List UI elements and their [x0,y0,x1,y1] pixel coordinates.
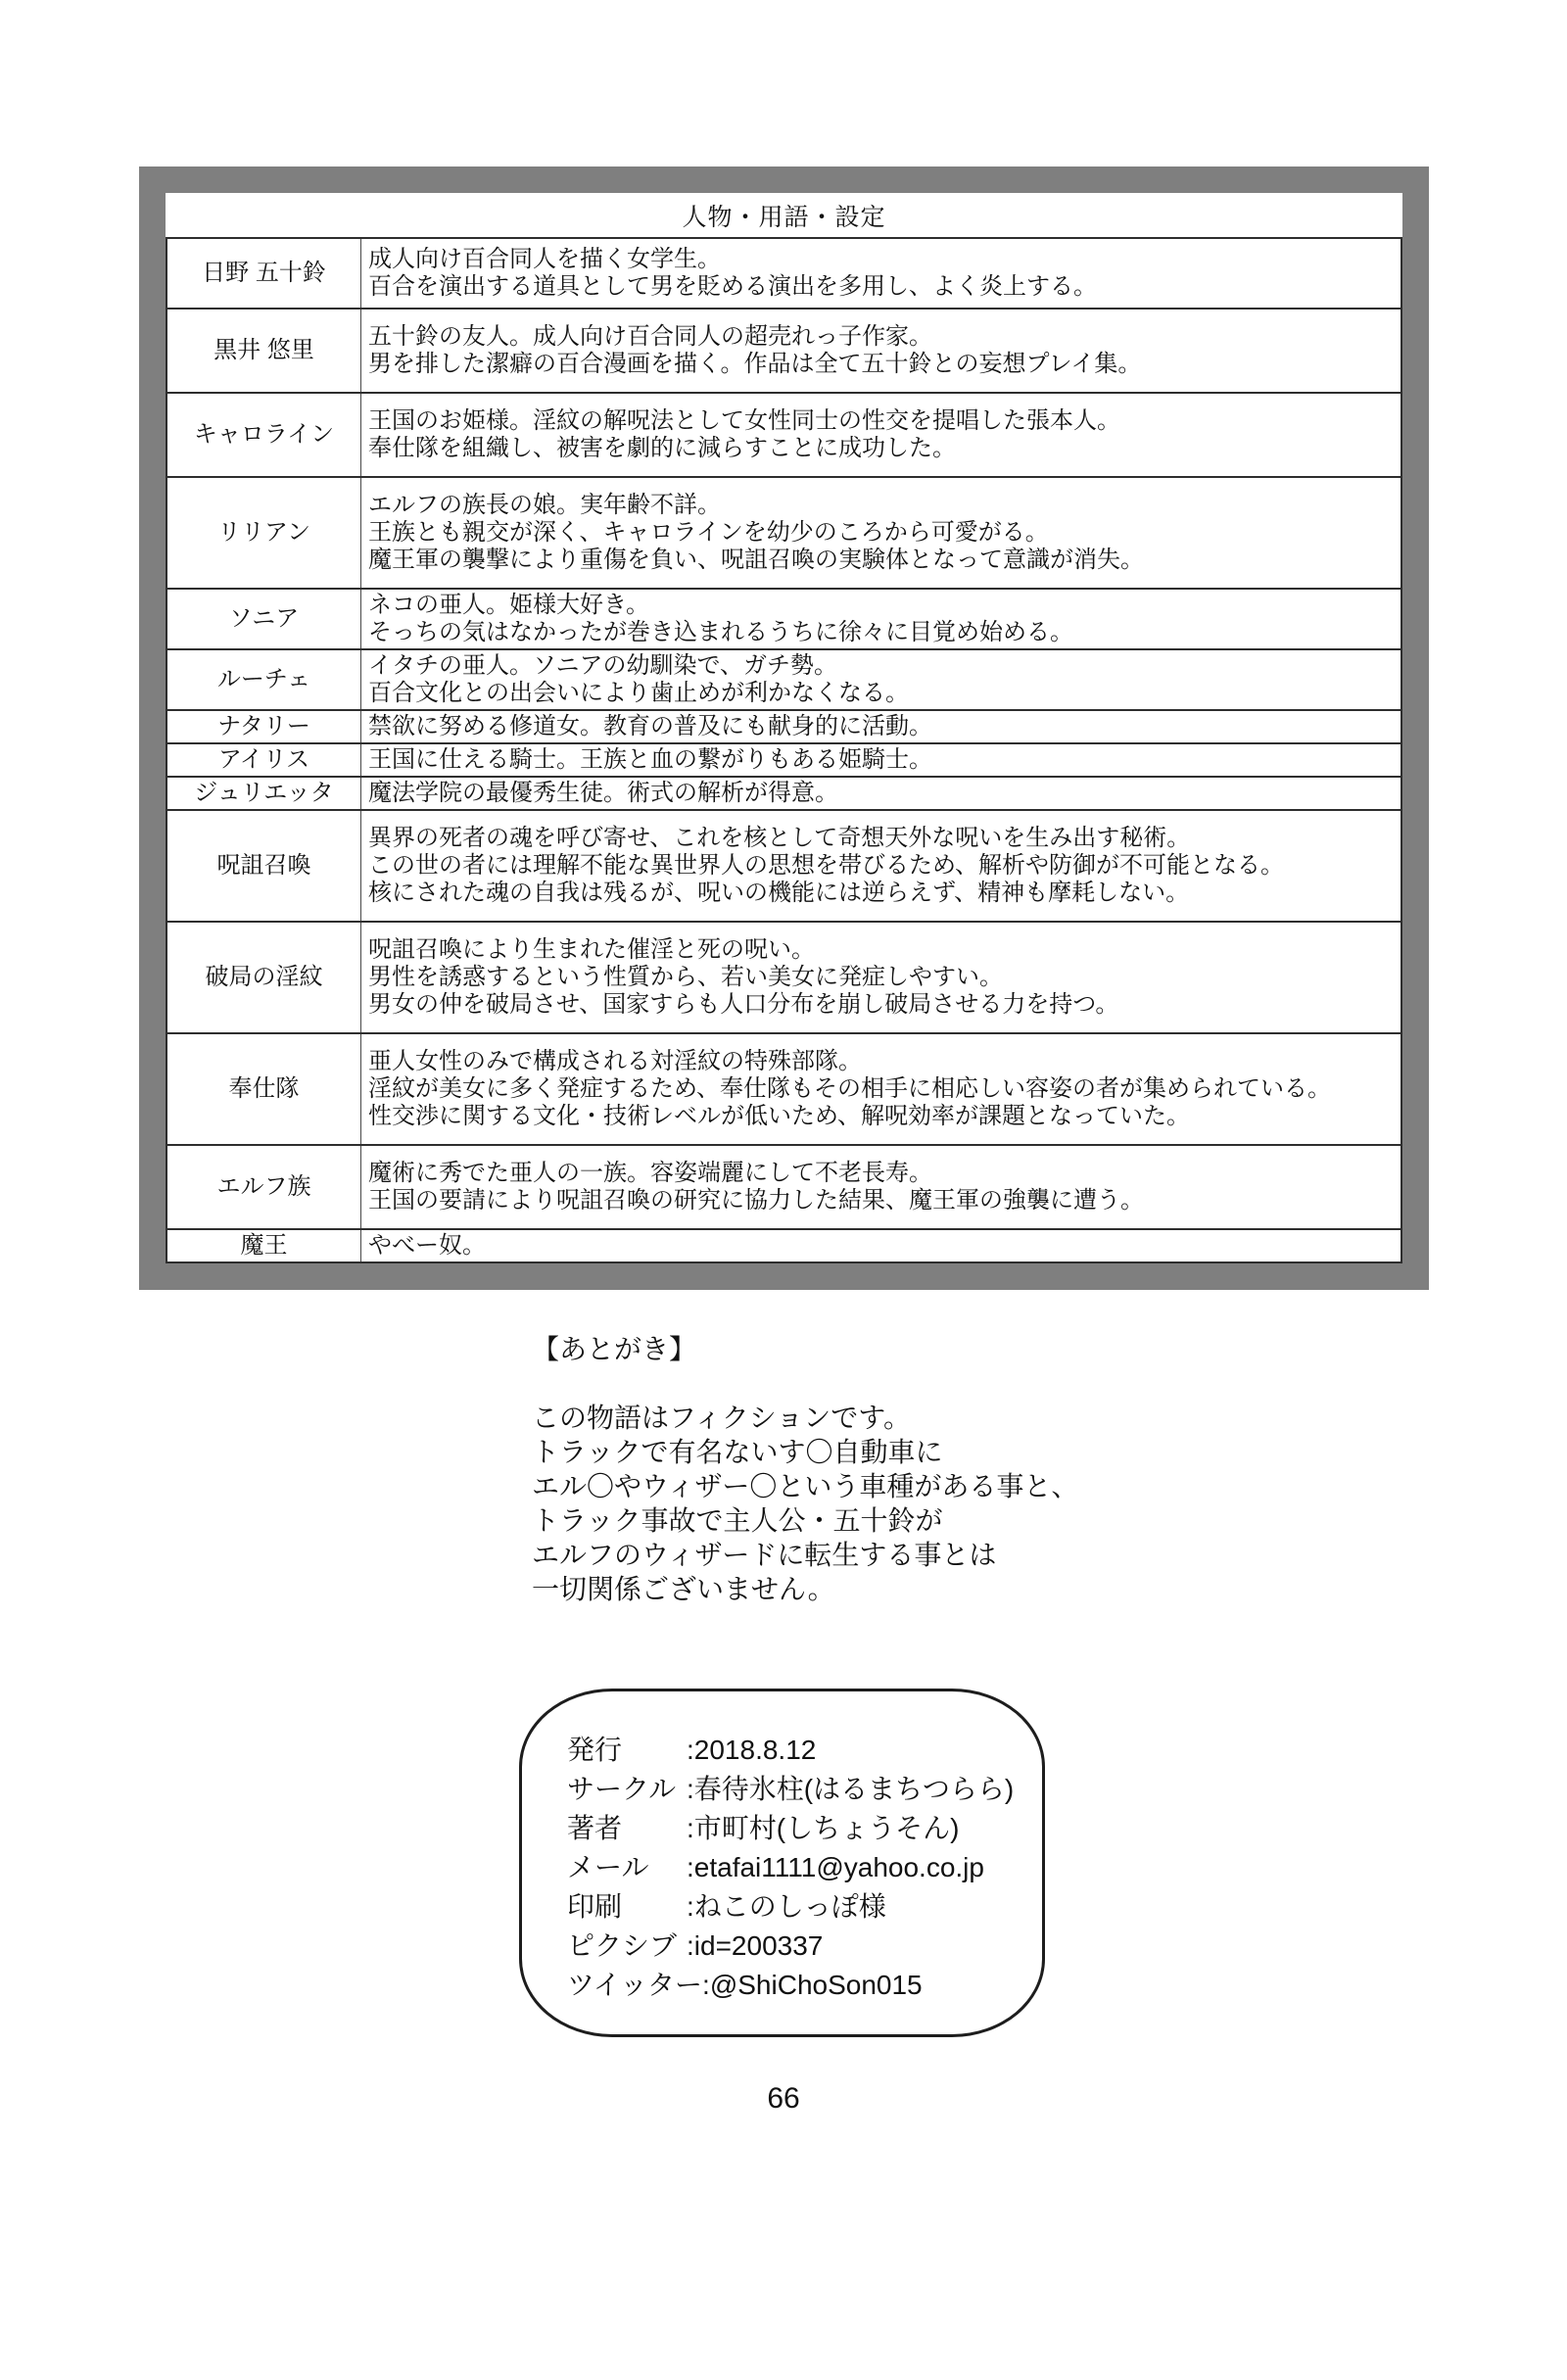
colophon-row [567,1887,1024,1927]
colophon-value: :id=200337 [687,1930,824,1961]
term-cell: 日野 五十鈴 [167,239,361,308]
afterword-line: トラック事故で主人公・五十鈴が [532,1505,943,1536]
term-cell: ソニア [167,590,361,648]
table-row [167,648,1401,709]
colophon-label: メール [567,1852,649,1882]
colophon-row [567,1731,1024,1770]
description-cell [361,811,1401,921]
description-line: 奉仕隊を組織し、被害を劇的に減らすことに成功した。 [368,435,956,461]
term-cell: ナタリー [167,711,361,742]
term-cell: キャロライン [167,394,361,476]
document-page [0,167,1567,2116]
term-cell: 黒井 悠里 [167,309,361,392]
colophon-label: 印刷 [567,1891,623,1922]
table-row [167,392,1401,476]
description-line: やべー奴。 [368,1232,486,1259]
term-cell: 呪詛召喚 [167,811,361,921]
description-line: 王国の要請により呪詛召喚の研究に協力した結果、魔王軍の強襲に遭う。 [368,1187,1144,1214]
term-cell: エルフ族 [167,1146,361,1228]
glossary-table [166,193,1402,1263]
colophon-row [567,1770,1024,1809]
description-cell [361,923,1401,1032]
description-line: そっちの気はなかったが巻き込まれるうちに徐々に目覚め始める。 [368,619,1073,645]
colophon-box [519,1689,1045,2037]
colophon-label: ピクシブ [567,1930,678,1961]
colophon-label: サークル [567,1774,677,1804]
table-row [167,1144,1401,1228]
afterword-line: トラックで有名ないす〇自動車に [532,1437,943,1467]
table-title: 人物・用語・設定 [682,203,886,231]
description-cell [361,650,1401,709]
table-row [167,742,1401,776]
term-cell: 破局の淫紋 [167,923,361,1032]
description-line: エルフの族長の娘。実年齢不詳。 [368,492,721,518]
table-row [167,588,1401,648]
colophon-row [567,1927,1024,1966]
term-cell: リリアン [167,478,361,588]
afterword-line: エルフのウィザードに転生する事とは [532,1540,997,1570]
colophon-row [567,1809,1024,1848]
description-line: 禁欲に努める修道女。教育の普及にも献身的に活動。 [368,713,932,739]
table-row [167,1032,1401,1144]
description-line: 男性を誘惑するという性質から、若い美女に発症しやすい。 [368,964,1003,990]
description-line: 男女の仲を破局させ、国家すらも人口分布を崩し破局させる力を持つ。 [368,991,1119,1018]
description-line: ネコの亜人。姫様大好き。 [368,592,650,618]
colophon-label: 発行 [567,1735,623,1765]
afterword-gap [532,1366,1567,1401]
description-cell [361,590,1401,648]
colophon-value: :@ShiChoSon015 [702,1970,923,2000]
description-cell [361,744,1401,776]
description-line: 成人向け百合同人を描く女学生。 [368,246,721,272]
description-line: 呪詛召喚により生まれた催淫と死の呪い。 [368,936,815,963]
colophon-label: 著者 [567,1813,623,1843]
table-row [167,709,1401,742]
description-line: 亜人女性のみで構成される対淫紋の特殊部隊。 [368,1048,862,1074]
description-cell [361,1230,1401,1261]
description-line: 百合文化との出会いにより歯止めが利かなくなる。 [368,680,909,706]
description-line: 魔術に秀でた亜人の一族。容姿端麗にして不老長寿。 [368,1160,932,1186]
table-body [166,237,1402,1263]
glossary-frame [139,167,1429,1290]
colophon-value: :etafai1111@yahoo.co.jp [687,1852,984,1882]
afterword-section [532,1332,1567,1606]
afterword-line: エル〇やウィザー〇という車種がある事と、 [532,1471,1079,1501]
description-cell [361,394,1401,476]
description-line: 性交渉に関する文化・技術レベルが低いため、解呪効率が課題となっていた。 [368,1103,1191,1129]
description-cell [361,1146,1401,1228]
description-cell [361,309,1401,392]
term-cell: 魔王 [167,1230,361,1261]
colophon-row [567,1848,1024,1887]
table-row [167,239,1401,308]
colophon-value: :ねこのしっぽ様 [687,1891,886,1922]
description-line: 核にされた魂の自我は残るが、呪いの機能には逆らえず、精神も摩耗しない。 [368,880,1190,906]
description-cell [361,478,1401,588]
colophon-row [567,1966,1024,2005]
term-cell: 奉仕隊 [167,1034,361,1144]
colophon-value: :市町村(しちょうそん) [687,1813,960,1843]
description-line: 五十鈴の友人。成人向け百合同人の超売れっ子作家。 [368,323,932,350]
description-line: この世の者には理解不能な異世界人の思想を帯びるため、解析や防御が不可能となる。 [368,852,1285,879]
description-line: 淫紋が美女に多く発症するため、奉仕隊もその相手に相応しい容姿の者が集められている。 [368,1075,1332,1102]
description-line: 男を排した潔癖の百合漫画を描く。作品は全て五十鈴との妄想プレイ集。 [368,351,1142,377]
colophon-value: :2018.8.12 [687,1735,817,1765]
description-line: 異界の死者の魂を呼び寄せ、これを核として奇想天外な呪いを生み出す秘術。 [368,825,1191,851]
table-row [167,308,1401,392]
description-line: イタチの亜人。ソニアの幼馴染で、ガチ勢。 [368,652,838,679]
description-cell [361,239,1401,308]
term-cell: ジュリエッタ [167,778,361,809]
description-cell [361,778,1401,809]
colophon-value: :春待氷柱(はるまちつらら) [687,1774,1015,1804]
table-row [167,776,1401,809]
description-line: 魔王軍の襲撃により重傷を負い、呪詛召喚の実験体となって意識が消失。 [368,547,1144,573]
description-line: 王族とも親交が深く、キャロラインを幼少のころから可愛がる。 [368,519,1049,546]
table-row [167,809,1401,921]
description-cell [361,711,1401,742]
afterword-line: 一切関係ございません。 [532,1574,835,1604]
afterword-line: この物語はフィクションです。 [532,1403,911,1433]
page-number: 66 [767,2082,800,2115]
colophon-label: ツイッター [567,1970,703,2000]
description-line: 魔法学院の最優秀生徒。術式の解析が得意。 [368,780,838,806]
table-row [167,921,1401,1032]
description-line: 百合を演出する道具として男を貶める演出を多用し、よく炎上する。 [368,273,1097,300]
afterword-title: 【あとがき】 [532,1334,697,1364]
description-cell [361,1034,1401,1144]
description-line: 王国に仕える騎士。王族と血の繋がりもある姫騎士。 [368,746,932,773]
table-row [167,476,1401,588]
term-cell: アイリス [167,744,361,776]
description-line: 王国のお姫様。淫紋の解呪法として女性同士の性交を提唱した張本人。 [368,407,1120,434]
term-cell: ルーチェ [167,650,361,709]
table-row [167,1228,1401,1261]
